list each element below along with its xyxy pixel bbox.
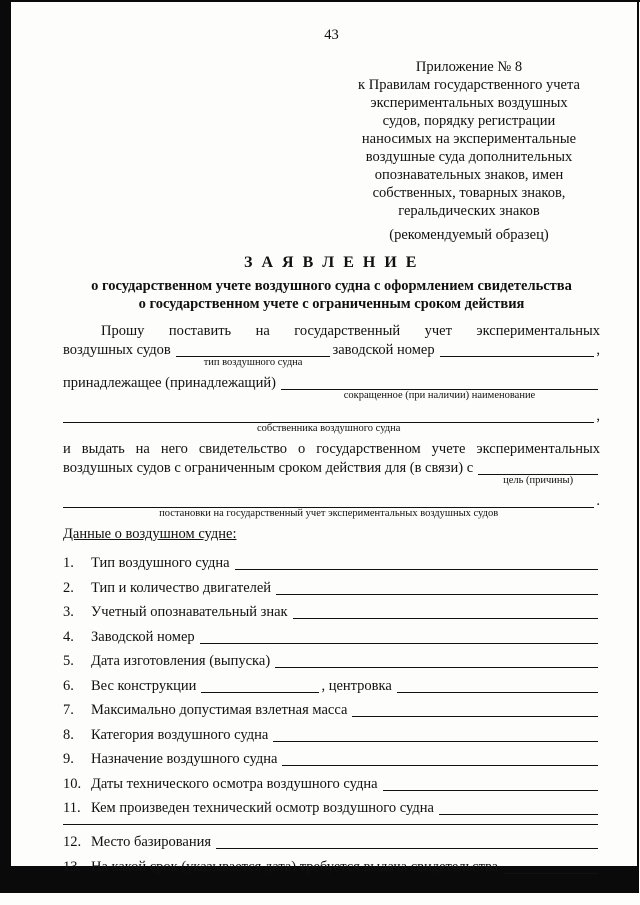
fill-blank [352,701,598,717]
item-number: 8. [63,726,74,743]
intro-line-6 [63,459,600,486]
fill-blank [273,726,598,742]
scan-border-right [637,0,639,893]
fill-blank [235,554,598,570]
fill-blank [383,775,598,791]
intro-text: воздушных судов [63,342,171,358]
item-label: Даты технического осмотра воздушного судна [91,775,378,792]
form-item-10 [63,775,600,794]
document-subtitle-2: о государственном учете с ограниченным сроком действия [138,296,525,312]
intro-line-5: и выдать на него свидетельство о государственном учете экспериментальных [63,441,600,457]
title-block [63,253,600,313]
appendix-line: опознавательных знаков, имен [374,167,564,183]
registration-blank [63,492,594,519]
section-heading: Данные о воздушном судне: [63,526,237,542]
field-caption: сокращенное (при наличии) наименование [343,390,536,401]
form-item-1 [63,554,600,573]
appendix-line: геральдических знаков [398,203,540,219]
appendix-line: к Правилам государственного учета [358,77,580,93]
item-label: Назначение воздушного судна [91,751,278,767]
appendix-block [338,58,600,244]
fill-blank [282,750,598,766]
form-item-11 [63,799,600,818]
item-number: 5. [63,653,74,669]
page-content [63,26,600,882]
item-number: 10. [63,775,82,792]
item-label: Категория воздушного судна [91,726,269,743]
intro-text: заводской номер [332,342,435,358]
intro-text: принадлежащее (принадлежащий) [63,375,276,391]
field-caption: тип воздушного судна [203,357,303,368]
form-items-list [63,554,600,877]
intro-paragraph [63,322,600,519]
document-title: З А Я В Л Е Н И Е [244,254,419,271]
form-item-2 [63,579,600,598]
serial-number-blank [440,341,595,357]
item-label: Максимально допустимая взлетная масса [91,702,348,718]
form-item-4 [63,628,600,647]
intro-line-4 [63,407,600,434]
field-caption: цель (причины) [503,475,574,486]
appendix-line: судов, порядку регистрации [382,113,556,129]
item-label: , центровка [321,677,392,694]
item-number: 12. [63,834,82,850]
owner-short-name-blank [281,374,598,401]
fill-blank [201,677,319,693]
appendix-line: воздушные суда дополнительных [365,149,573,165]
aircraft-type-blank [176,341,331,368]
item-number: 7. [63,702,74,718]
scan-border-top [0,0,640,2]
field-caption: постановки на государственный учет экспериментальных воздушных судов [159,508,499,519]
fill-blank [276,579,598,595]
item-label: Вес конструкции [91,677,197,694]
appendix-line: Приложение № 8 [415,59,523,75]
item-label: Тип и количество двигателей [91,579,272,596]
form-item-11-continuation [63,824,600,828]
item-label: Место базирования [91,834,212,850]
form-item-6 [63,677,600,696]
appendix-note: (рекомендуемый образец) [389,227,549,243]
fill-blank [275,652,598,668]
punctuation: . [596,493,600,509]
item-number: 2. [63,579,74,596]
item-label: Дата изготовления (выпуска) [91,653,271,669]
scan-border-left [0,0,11,893]
appendix-line: собственных, товарных знаков, [372,185,566,201]
item-number: 13. [63,858,82,875]
item-number: 6. [63,677,74,694]
appendix-line: экспериментальных воздушных [370,95,568,111]
form-item-8 [63,726,600,745]
item-label: Заводской номер [91,628,195,645]
intro-line-7 [63,492,600,519]
punctuation: , [596,408,600,424]
item-number: 4. [63,628,74,645]
item-label: На какой срок (указывается дата) требуется выдача свидетельства [91,858,499,875]
fill-blank [397,677,598,693]
form-item-5 [63,652,600,671]
item-number: 3. [63,604,74,620]
fill-blank [63,824,598,825]
form-item-3 [63,603,600,622]
page-number: 43 [324,27,339,43]
form-item-13 [63,858,600,877]
purpose-blank [478,459,598,486]
owner-name-blank [63,407,594,434]
field-caption: собственника воздушного судна [256,423,401,434]
form-item-12 [63,833,600,852]
document-subtitle-1: о государственном учете воздушного судна с оформлением свидетельства [91,278,572,294]
intro-text: воздушных судов с ограниченным сроком действия для (в связи) с [63,460,474,476]
item-label: Кем произведен технический осмотр воздушного судна [91,800,434,816]
item-label: Тип воздушного судна [91,555,230,571]
fill-blank [439,799,598,815]
item-label: Учетный опознавательный знак [91,604,288,620]
item-number: 11. [63,800,81,816]
punctuation: , [596,342,600,358]
intro-line-3 [63,374,600,401]
fill-blank [200,628,598,644]
form-item-9 [63,750,600,769]
item-number: 9. [63,751,74,767]
form-item-7 [63,701,600,720]
fill-blank [216,833,598,849]
item-number: 1. [63,555,74,571]
intro-line-2 [63,341,600,368]
appendix-line: наносимых на экспериментальные [361,131,577,147]
intro-line-1: Прошу поставить на государственный учет экспериментальных [101,323,600,339]
fill-blank [293,603,598,619]
fill-blank [503,858,598,874]
